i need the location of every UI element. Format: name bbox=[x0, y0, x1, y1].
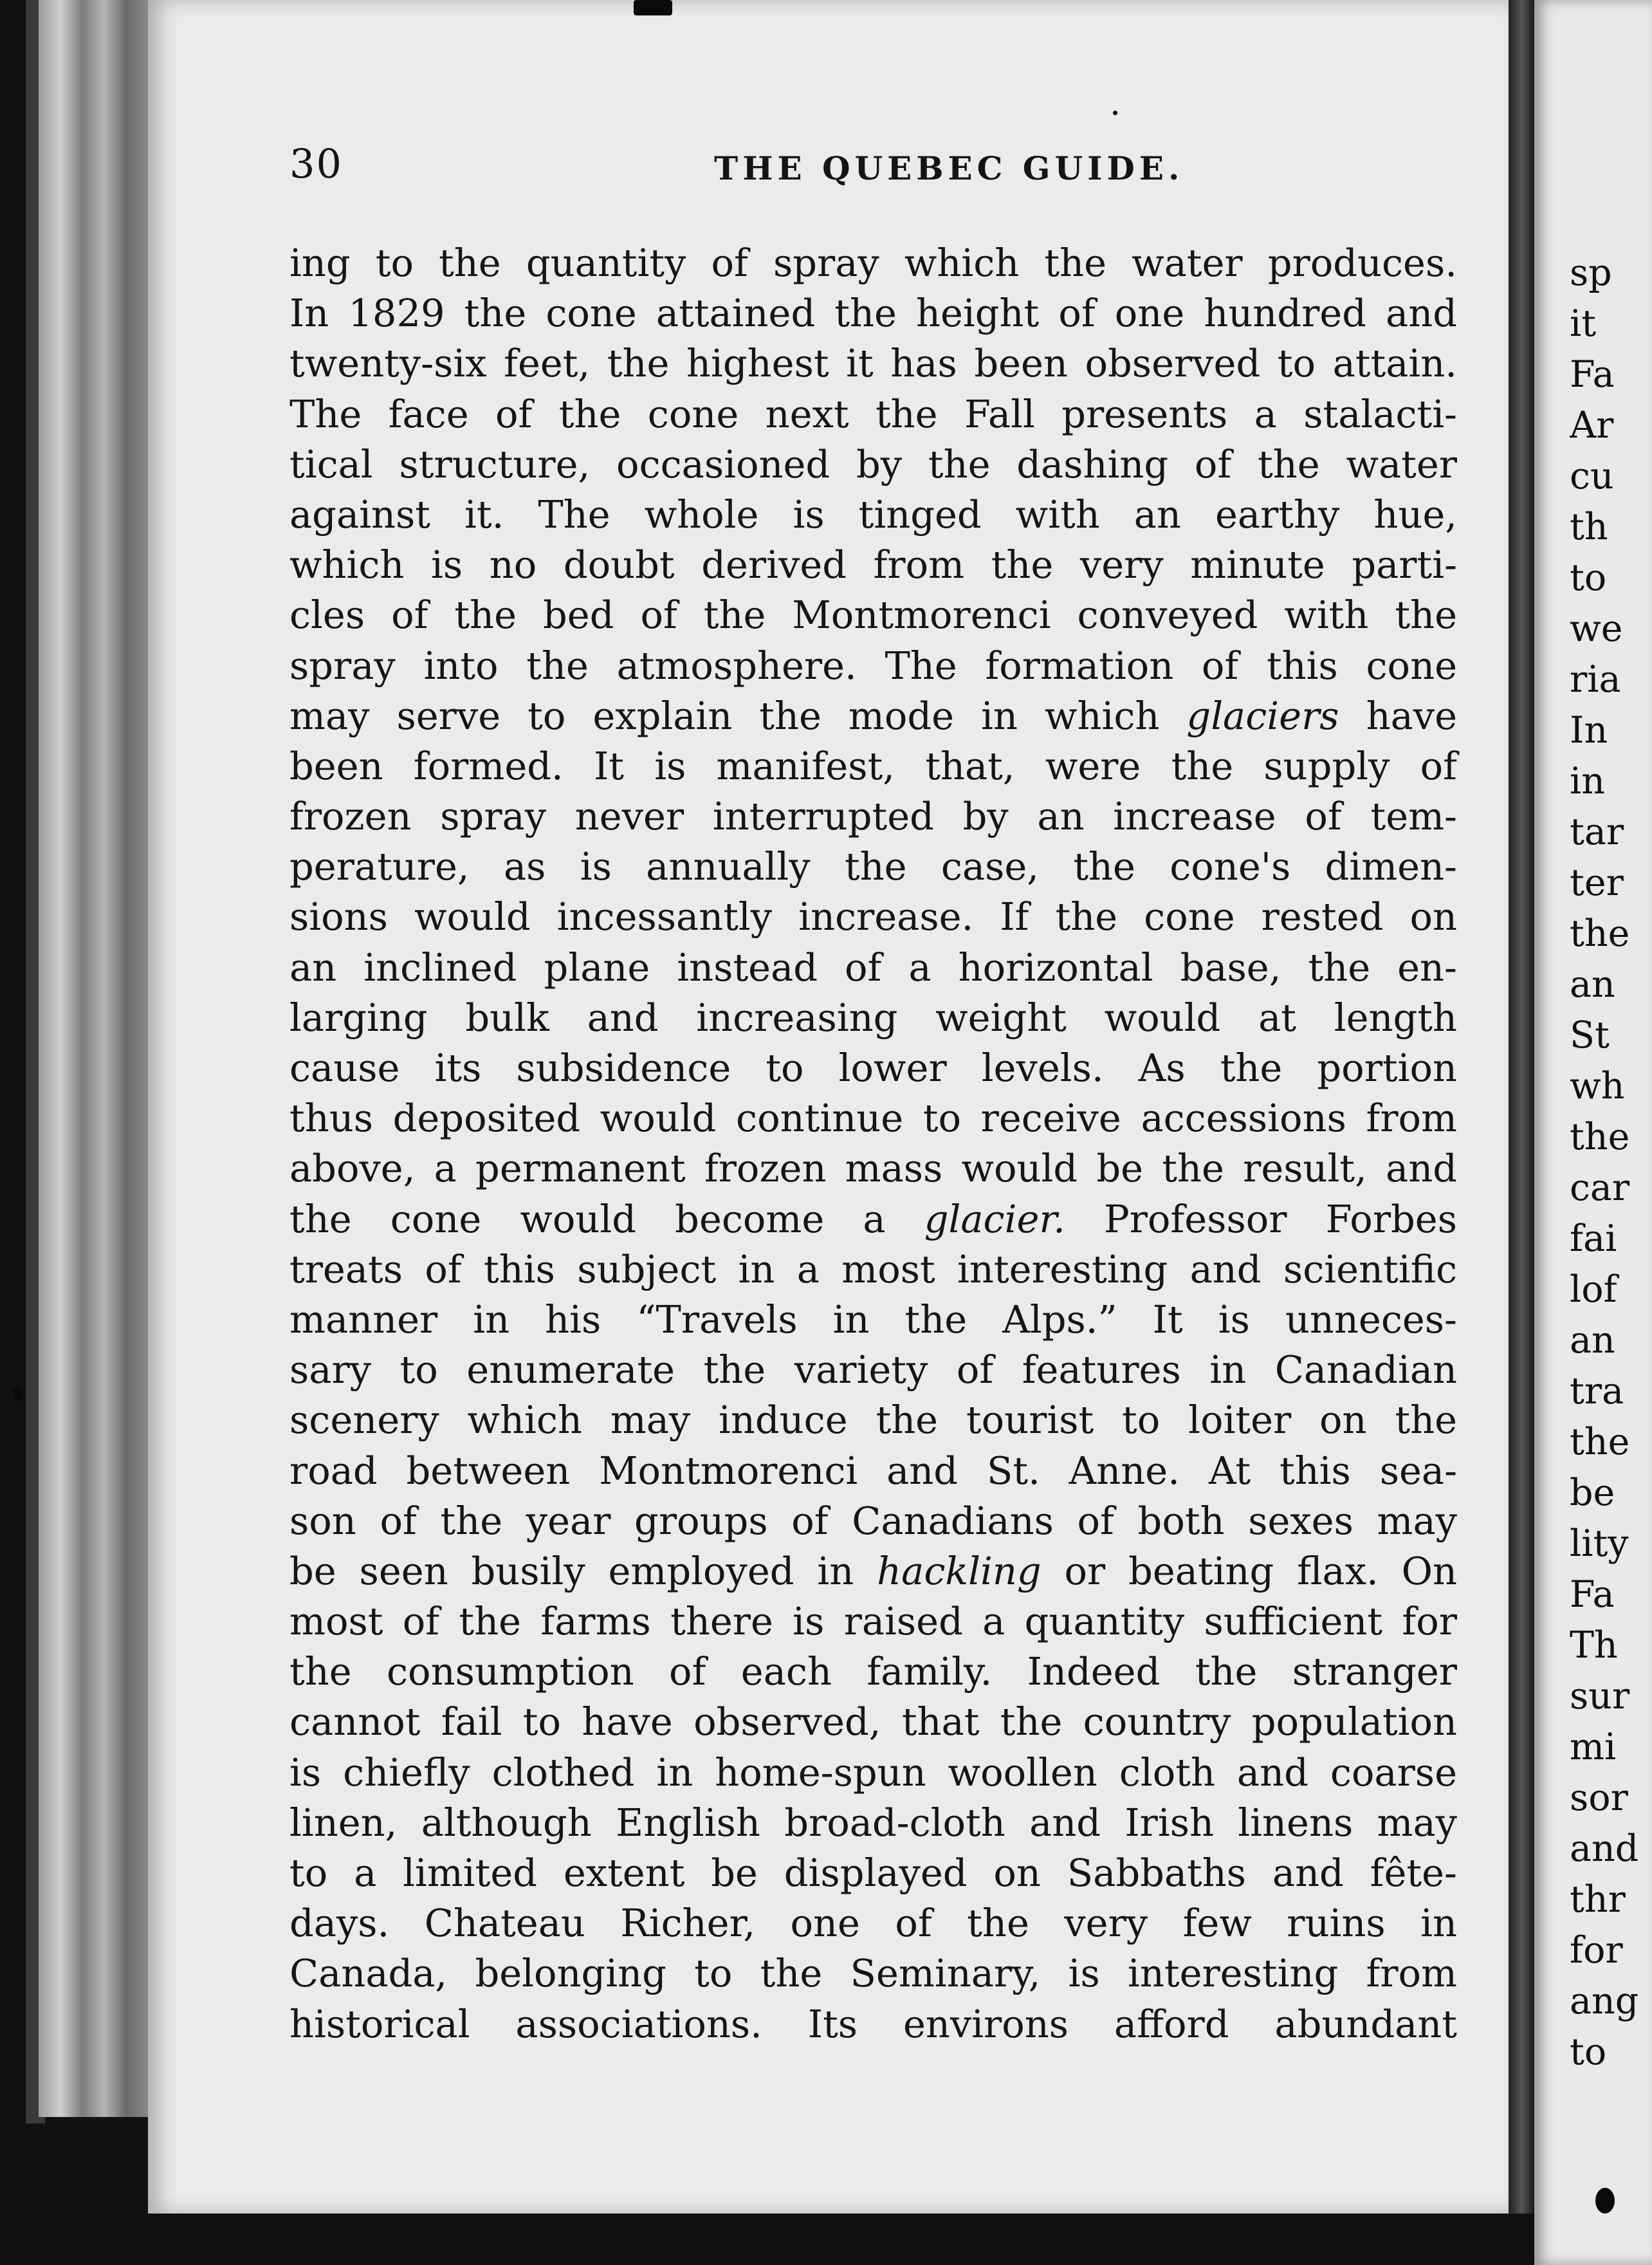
text-line bbox=[289, 1596, 1457, 1647]
adjacent-line-fragment: Fa bbox=[1570, 353, 1615, 396]
text-run: most of the farms there is raised a quantity sufficient for bbox=[289, 1599, 1457, 1644]
adjacent-line-fragment: Fa bbox=[1570, 1573, 1615, 1616]
text-line bbox=[289, 1697, 1457, 1747]
text-run: which is no doubt derived from the very minute parti- bbox=[289, 542, 1457, 587]
text-line bbox=[289, 439, 1457, 490]
adjacent-line-fragment: and bbox=[1570, 1827, 1639, 1870]
ink-speck bbox=[1595, 2188, 1615, 2214]
page-number: 30 bbox=[289, 140, 343, 187]
text-run: or beating flax. On bbox=[1041, 1548, 1457, 1593]
adjacent-line-fragment: tar bbox=[1570, 811, 1624, 853]
text-run: Canada, belonging to the Seminary, is interesting from bbox=[289, 1951, 1457, 1996]
text-line bbox=[289, 943, 1457, 993]
adjacent-line-fragment: thr bbox=[1570, 1878, 1626, 1921]
text-line bbox=[289, 1798, 1457, 1848]
adjacent-line-fragment: be bbox=[1570, 1472, 1615, 1514]
text-run: the cone would become a bbox=[289, 1196, 924, 1241]
adjacent-line-fragment: lof bbox=[1570, 1268, 1617, 1311]
text-line bbox=[289, 1244, 1457, 1295]
body-text bbox=[289, 238, 1457, 2049]
text-run: scenery which may induce the tourist to loiter on the bbox=[289, 1398, 1457, 1443]
running-title: THE QUEBEC GUIDE. bbox=[714, 149, 1184, 187]
adjacent-line-fragment: mi bbox=[1570, 1726, 1617, 1768]
text-run: sary to enumerate the variety of features in Canadian bbox=[289, 1347, 1457, 1392]
adjacent-line-fragment: sur bbox=[1570, 1675, 1630, 1717]
text-run: son of the year groups of Canadians of both sexes may bbox=[289, 1498, 1457, 1543]
text-line bbox=[289, 1748, 1457, 1798]
text-run: sions would incessantly increase. If the cone rested on bbox=[289, 894, 1457, 939]
adjacent-line-fragment: it bbox=[1570, 302, 1597, 345]
text-line bbox=[289, 490, 1457, 540]
adjacent-line-fragment: tra bbox=[1570, 1370, 1624, 1412]
book-page-edges bbox=[39, 0, 148, 2117]
adjacent-line-fragment: we bbox=[1570, 607, 1623, 650]
text-line bbox=[289, 741, 1457, 791]
text-line bbox=[289, 641, 1457, 691]
text-line bbox=[289, 1295, 1457, 1345]
adjacent-line-fragment: to bbox=[1570, 557, 1607, 599]
adjacent-line-fragment: lity bbox=[1570, 1522, 1629, 1565]
adjacent-line-fragment: the bbox=[1570, 1116, 1630, 1158]
ink-speck bbox=[1113, 111, 1117, 115]
text-line bbox=[289, 892, 1457, 942]
text-run: ing to the quantity of spray which the water produces. bbox=[289, 241, 1457, 285]
text-line bbox=[289, 1948, 1457, 1999]
text-run: to a limited extent be displayed on Sabbaths and fête- bbox=[289, 1851, 1457, 1895]
adjacent-line-fragment: for bbox=[1570, 1929, 1623, 1972]
text-line bbox=[289, 1043, 1457, 1093]
text-run: against it. The whole is tinged with an earthy hue, bbox=[289, 492, 1457, 537]
text-line bbox=[289, 1093, 1457, 1143]
text-line bbox=[289, 1546, 1457, 1596]
adjacent-line-fragment: an bbox=[1570, 1319, 1615, 1362]
text-run: be seen busily employed in bbox=[289, 1548, 877, 1593]
text-line bbox=[289, 1898, 1457, 1948]
text-run: larging bulk and increasing weight would at length bbox=[289, 995, 1457, 1040]
text-run: cause its subsidence to lower levels. As the portion bbox=[289, 1046, 1457, 1090]
text-run: Professor Forbes bbox=[1065, 1196, 1457, 1241]
italic-word: glacier. bbox=[924, 1196, 1065, 1241]
adjacent-line-fragment: ria bbox=[1570, 658, 1621, 701]
adjacent-line-fragment: sp bbox=[1570, 252, 1612, 294]
text-line bbox=[289, 691, 1457, 741]
text-run: days. Chateau Richer, one of the very few ruins in bbox=[289, 1901, 1457, 1946]
text-line bbox=[289, 1496, 1457, 1546]
text-line bbox=[289, 791, 1457, 842]
text-line bbox=[289, 1999, 1457, 2049]
adjacent-line-fragment: wh bbox=[1570, 1065, 1625, 1107]
adjacent-page-text bbox=[1570, 248, 1652, 2078]
text-line bbox=[289, 1395, 1457, 1445]
adjacent-line-fragment: Ar bbox=[1570, 404, 1614, 447]
adjacent-line-fragment: ang bbox=[1570, 1980, 1639, 2022]
adjacent-line-fragment: an bbox=[1570, 963, 1615, 1006]
text-run: perature, as is annually the case, the cone's dimen- bbox=[289, 844, 1457, 889]
text-run: been formed. It is manifest, that, were the supply of bbox=[289, 743, 1457, 788]
adjacent-line-fragment: the bbox=[1570, 912, 1630, 955]
running-header bbox=[289, 140, 1460, 198]
text-run: may serve to explain the mode in which bbox=[289, 693, 1187, 738]
text-run: twenty-six feet, the highest it has been observed to attain. bbox=[289, 341, 1457, 386]
text-run: linen, although English broad-cloth and Irish linens may bbox=[289, 1800, 1457, 1845]
text-line bbox=[289, 1848, 1457, 1898]
text-run: tical structure, occasioned by the dashing of the water bbox=[289, 441, 1457, 486]
adjacent-line-fragment: cu bbox=[1570, 455, 1614, 497]
adjacent-line-fragment: to bbox=[1570, 2031, 1607, 2073]
adjacent-line-fragment: th bbox=[1570, 506, 1608, 548]
text-line bbox=[289, 1647, 1457, 1697]
text-line bbox=[289, 993, 1457, 1043]
text-run: The face of the cone next the Fall presents a stalacti- bbox=[289, 391, 1457, 436]
text-run: thus deposited would continue to receive accessions from bbox=[289, 1096, 1457, 1141]
adjacent-line-fragment: fai bbox=[1570, 1217, 1617, 1260]
text-line bbox=[289, 1143, 1457, 1194]
adjacent-line-fragment: car bbox=[1570, 1167, 1630, 1209]
text-run: historical associations. Its environs afford abundant bbox=[289, 2001, 1457, 2046]
text-run: is chiefly clothed in home-spun woollen cloth and coarse bbox=[289, 1750, 1457, 1795]
text-run: above, a permanent frozen mass would be the result, and bbox=[289, 1146, 1457, 1191]
text-run: spray into the atmosphere. The formation of this cone bbox=[289, 643, 1457, 688]
adjacent-line-fragment: St bbox=[1570, 1014, 1610, 1057]
text-line bbox=[289, 288, 1457, 338]
italic-word: glaciers bbox=[1186, 693, 1339, 738]
text-run: frozen spray never interrupted by an increase of tem- bbox=[289, 794, 1457, 839]
text-line bbox=[289, 842, 1457, 892]
ink-speck bbox=[634, 0, 672, 15]
text-run: treats of this subject in a most interesting and scientific bbox=[289, 1246, 1457, 1291]
text-run: have bbox=[1339, 693, 1457, 738]
text-line bbox=[289, 238, 1457, 288]
adjacent-line-fragment: sor bbox=[1570, 1777, 1628, 1819]
italic-word: hackling bbox=[877, 1548, 1042, 1593]
text-line bbox=[289, 540, 1457, 590]
text-run: manner in his “Travels in the Alps.” It is unneces- bbox=[289, 1297, 1457, 1342]
text-line bbox=[289, 338, 1457, 389]
adjacent-line-fragment: In bbox=[1570, 709, 1608, 752]
text-line bbox=[289, 590, 1457, 640]
text-line bbox=[289, 389, 1457, 439]
text-line bbox=[289, 1446, 1457, 1496]
text-run: an inclined plane instead of a horizontal base, the en- bbox=[289, 945, 1457, 990]
text-run: cles of the bed of the Montmorenci conveyed with the bbox=[289, 593, 1457, 638]
adjacent-line-fragment: ter bbox=[1570, 862, 1624, 904]
text-run: cannot fail to have observed, that the country population bbox=[289, 1699, 1457, 1744]
text-run: the consumption of each family. Indeed the stranger bbox=[289, 1649, 1457, 1694]
book-gutter bbox=[1509, 0, 1534, 2214]
adjacent-line-fragment: the bbox=[1570, 1421, 1630, 1463]
text-line bbox=[289, 1345, 1457, 1395]
adjacent-line-fragment: in bbox=[1570, 760, 1605, 802]
text-run: In 1829 the cone attained the height of one hundred and bbox=[289, 291, 1457, 336]
ink-speck bbox=[13, 1387, 23, 1401]
text-line bbox=[289, 1194, 1457, 1244]
text-run: road between Montmorenci and St. Anne. At this sea- bbox=[289, 1448, 1457, 1493]
adjacent-line-fragment: Th bbox=[1570, 1624, 1618, 1667]
